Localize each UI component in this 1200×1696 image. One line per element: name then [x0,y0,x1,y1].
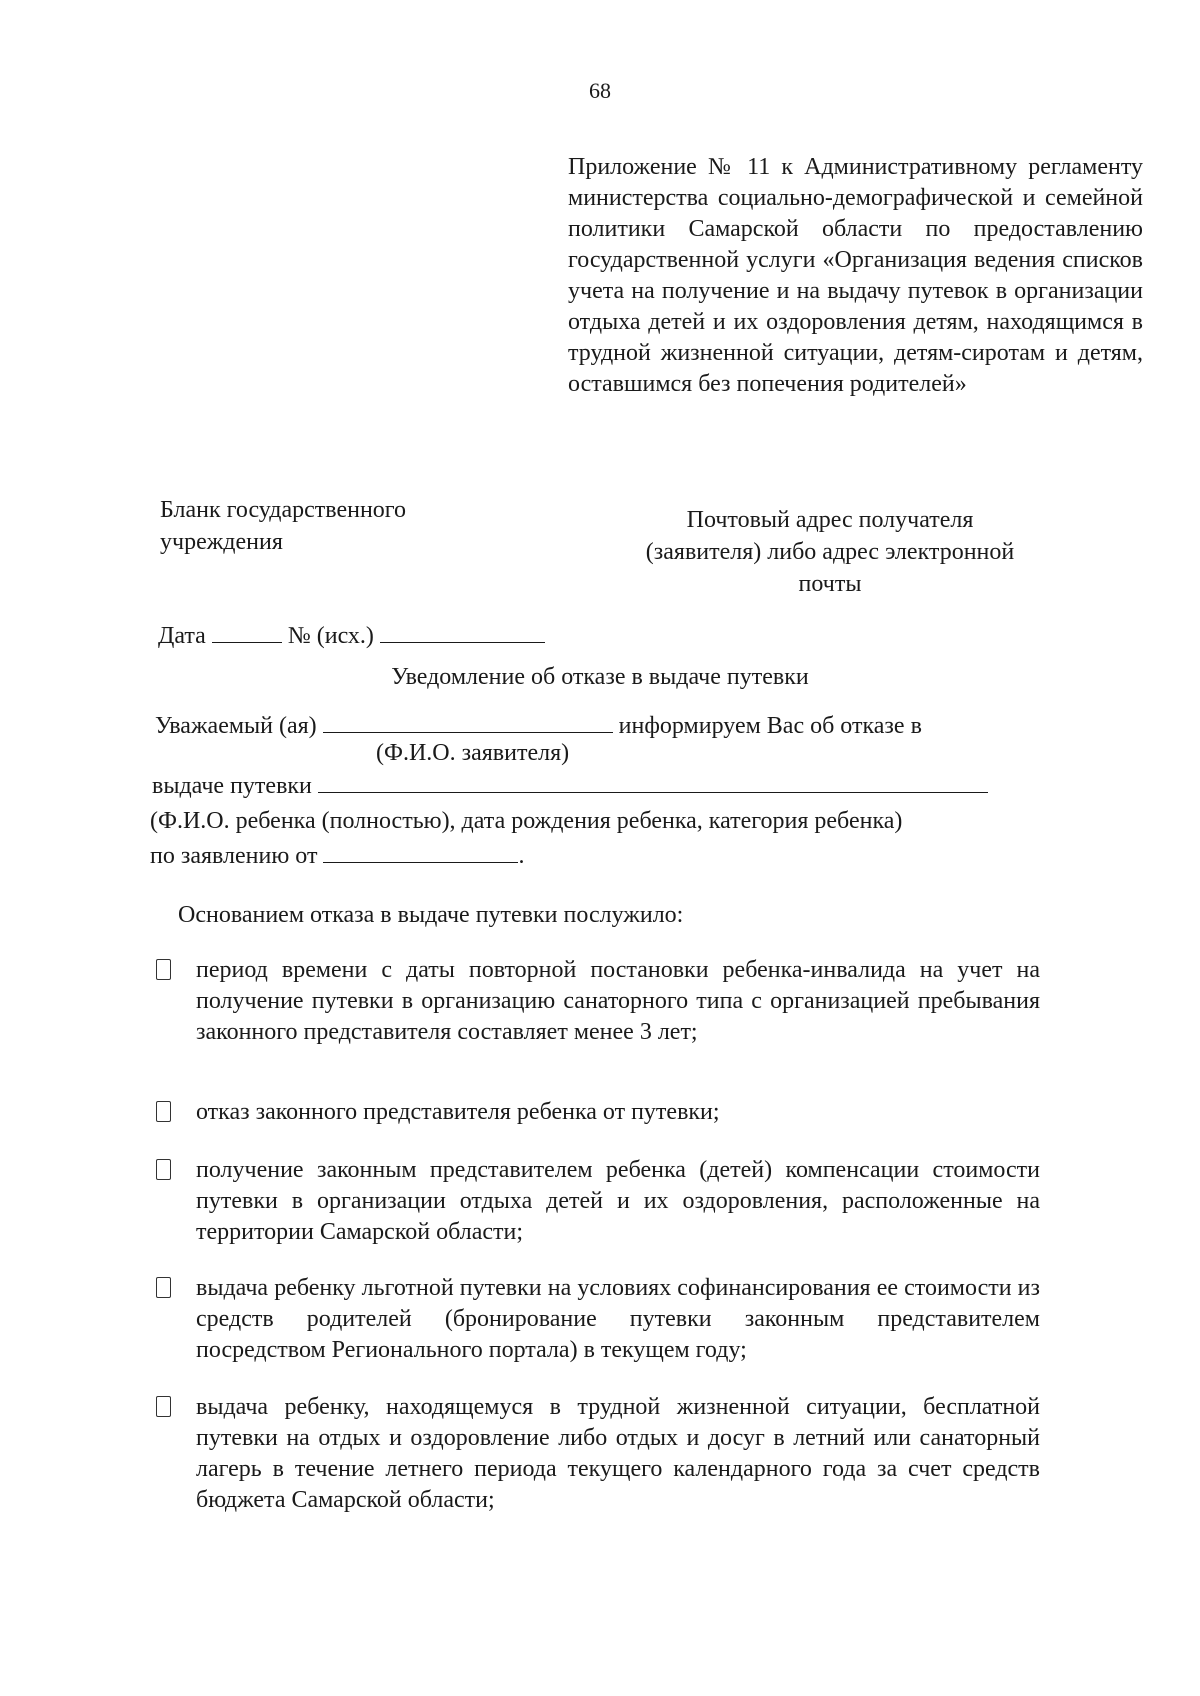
date-number-row [158,620,545,651]
child-info-hint: (Ф.И.О. ребенка (полностью), дата рождения ребенка, категория ребенка) [150,808,903,834]
ground-item [150,1392,1040,1516]
recipient-address-line-3: почты [798,571,862,597]
ground-text: отказ законного представителя ребенка от путевки; [196,1099,720,1125]
applicant-name-blank [323,710,613,733]
outgoing-number-blank [380,620,545,643]
application-date-row [150,840,524,871]
ground-text: получение законным представителем ребенка (детей) компенсации стоимости путевки в организации отдыха детей и их оздоровления, расположенные на территории Самарской области; [196,1157,1040,1245]
page-number: 68 [589,78,611,103]
institution-letterhead [160,494,406,558]
child-info-blank [318,770,988,793]
recipient-address-line-2: (заявителя) либо адрес электронной [645,539,1015,565]
checkbox-icon[interactable] [156,1277,171,1298]
letterhead-line-1: Бланк государственного [160,497,407,523]
issue-label: выдаче путевки [152,773,312,799]
grounds-heading: Основанием отказа в выдаче путевки послужило: [178,902,684,928]
ground-text: период времени с даты повторной постановки ребенка-инвалида на учет на получение путевки в организацию санаторного типа с организацией пребывания законного представителя составляет менее 3 лет; [196,957,1040,1045]
outgoing-number-label: № (исх.) [287,623,374,649]
ground-text: выдача ребенку, находящемуся в трудной жизненной ситуации, бесплатной путевки на отдых и оздоровление либо отдых и досуг в летний или санаторный лагерь в течение летнего периода текущего календарного года за счет средств бюджета Самарской области; [196,1394,1040,1513]
date-label: Дата [158,623,206,649]
ground-item [150,1097,1040,1128]
applicant-name-hint: (Ф.И.О. заявителя) [376,740,570,766]
checkbox-icon[interactable] [156,1396,171,1417]
recipient-address [600,504,1060,600]
application-label: по заявлению от [150,843,318,869]
recipient-address-line-1: Почтовый адрес получателя [686,507,974,533]
checkbox-icon[interactable] [156,959,171,980]
ground-item [150,1273,1040,1366]
salutation-row [155,710,922,741]
ground-text: выдача ребенку льготной путевки на условиях софинансирования ее стоимости из средств родителей (бронирование путевки законным представителем посредством Регионального портала) в текущем году; [196,1275,1040,1363]
letterhead-line-2: учреждения [160,529,283,555]
application-date-blank [323,840,518,863]
ground-item [150,955,1040,1048]
ground-item [150,1155,1040,1248]
notice-title: Уведомление об отказе в выдаче путевки [391,664,809,690]
salutation-suffix: информируем Вас об отказе в [618,713,922,739]
issue-row [152,770,988,801]
date-blank [212,620,282,643]
salutation-prefix: Уважаемый (ая) [155,713,317,739]
checkbox-icon[interactable] [156,1101,171,1122]
application-end: . [518,843,525,869]
appendix-heading: Приложение № 11 к Административному регламенту министерства социально-демографической и семейной политики Самарской области по предоставлению государственной услуги «Организация ведения списков учета на получение и на выдачу путевок в организации отдыха детей и их оздоровления детям, находящимся в трудной жизненной ситуации, детям-сиротам и детям, оставшимся без попечения родителей» [568,154,1143,397]
checkbox-icon[interactable] [156,1159,171,1180]
